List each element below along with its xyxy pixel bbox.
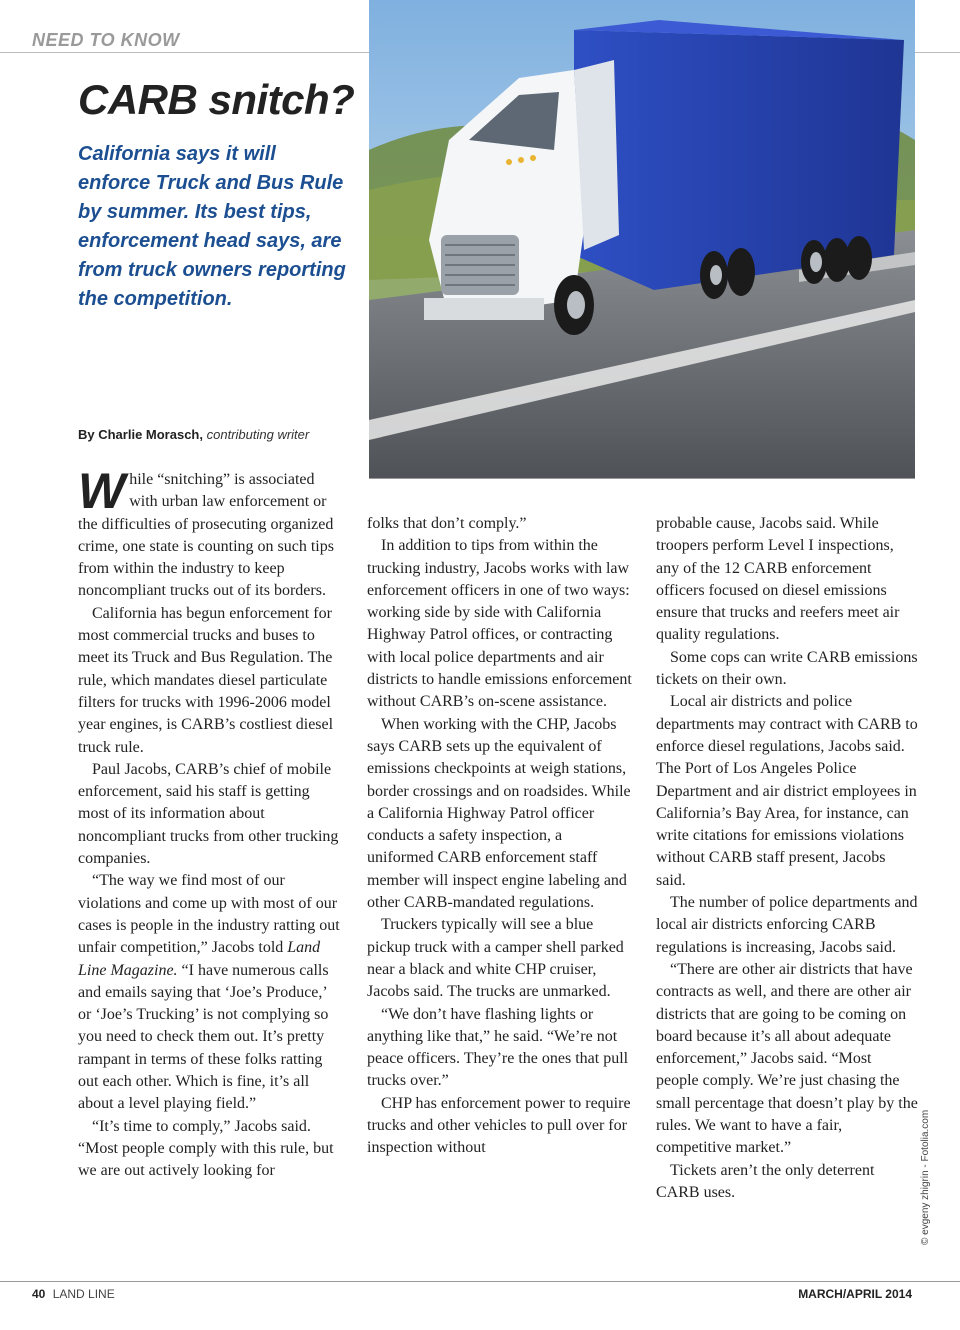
paragraph: Truckers typically will see a blue pickup truck with a camper shell parked near a black and white CHP cruiser, Jacobs said. The trucks are unmarked.	[367, 916, 624, 1001]
paragraph: Some cops can write CARB emissions tickets on their own.	[656, 648, 918, 689]
headline: CARB snitch?	[78, 76, 355, 123]
paragraph: When working with the CHP, Jacobs says CARB sets up the equivalent of emissions checkpoints at weigh stations, border crossings and on roadsides. While a California Highway Patrol officer conducts a safety inspection, a uniformed CARB enforcement staff member will inspect engine labeling and other CARB-mandated regulations.	[367, 715, 631, 912]
page-number: 40	[32, 1287, 46, 1301]
body-column-3	[656, 513, 918, 1204]
paragraph: “It’s time to comply,” Jacobs said. “Most people comply with this rule, but we are out actively looking for	[78, 1117, 334, 1180]
paragraph: Local air districts and police departments may contract with CARB to enforce diesel regulations, Jacobs said. The Port of Los Angeles Police Department and air district employees in California’s Bay Area, for instance, can write citations for emissions violations without CARB staff present, Jacobs said.	[656, 693, 918, 889]
magazine-name: Land Line Magazine.	[78, 939, 321, 979]
author-role: contributing writer	[206, 427, 310, 442]
paragraph: “The way we find most of our violations and come up with most of our cases is people in the industry ratting out unfair competition,” Jacobs told Land Line Magazine. “I have numerous calls and emails saying that ‘Joe’s Produce,’ or ‘Joe’s Trucking’ is not complying so you need to check them out. It’s pretty rampant in terms of these folks ratting out each other. Which is fine, it’s all about a level playing field.”	[78, 872, 340, 1113]
paragraph: “There are other air districts that have contracts as well, and there are other air districts that are going to be coming on board because it’s all about adequate enforcement,” Jacobs said. “Most people comply. We’re just chasing the small percentage that doesn’t play by the rules. We want to have a fair, competitive market.”	[656, 960, 918, 1157]
section-label: NEED TO KNOW	[32, 30, 180, 50]
byline	[78, 427, 309, 442]
paragraph: The number of police departments and local air districts enforcing CARB regulations is increasing, Jacobs said.	[656, 894, 918, 956]
truck-photo	[369, 0, 915, 479]
paragraph: California has begun enforcement for most commercial trucks and buses to meet its Truck and Bus Regulation. The rule, which mandates diesel particulate filters for trucks with 1996-2006 model year engines, is CARB’s costliest diesel truck rule.	[78, 604, 334, 756]
deck: California says it will enforce Truck and Bus Rule by summer. Its best tips, enforcement head says, are from truck owners reporting the competition.	[78, 143, 346, 310]
paragraph: Tickets aren’t the only deterrent CARB uses.	[656, 1161, 875, 1201]
issue-date: MARCH/APRIL 2014	[798, 1287, 912, 1301]
footer-folio	[32, 1287, 115, 1301]
author-name: By Charlie Morasch,	[78, 427, 203, 442]
paragraph: folks that don’t comply.”	[367, 515, 527, 532]
paragraph: While “snitching” is associated with urban law enforcement or the difficulties of prosecuting organized crime, one state is counting on such tips from within the industry to keep noncompliant trucks out of its borders.	[78, 463, 334, 600]
truck-illustration	[369, 0, 915, 478]
paragraph: probable cause, Jacobs said. While troopers perform Level I inspections, any of the 12 CARB enforcement officers focused on diesel emissions ensure that trucks and reefers meet air quality regulations.	[656, 515, 900, 644]
paragraph: “We don’t have flashing lights or anything like that,” he said. “We’re not peace officers. They’re the ones that pull trucks over.”	[367, 1005, 629, 1090]
footer-rule	[0, 1281, 960, 1282]
body-column-2	[367, 513, 632, 1160]
bumper	[424, 298, 544, 320]
photo-credit: © evgeny zhigrin - Fotolia.com	[920, 1109, 931, 1245]
paragraph: Paul Jacobs, CARB’s chief of mobile enforcement, said his staff is getting most of its information about noncompliant trucks from other trucking companies.	[78, 760, 339, 868]
paragraph: CHP has enforcement power to require trucks and other vehicles to pull over for inspection without	[367, 1094, 631, 1157]
magazine-title: LAND LINE	[52, 1287, 115, 1301]
paragraph: In addition to tips from within the trucking industry, Jacobs works with law enforcement officers in one of two ways: working side by side with California Highway Patrol offices, or contracting with local police departments and air districts to handle emissions enforcement without CARB’s on-scene assistance.	[367, 537, 632, 711]
drop-cap: W	[78, 463, 126, 519]
body-column-1	[78, 463, 343, 1183]
